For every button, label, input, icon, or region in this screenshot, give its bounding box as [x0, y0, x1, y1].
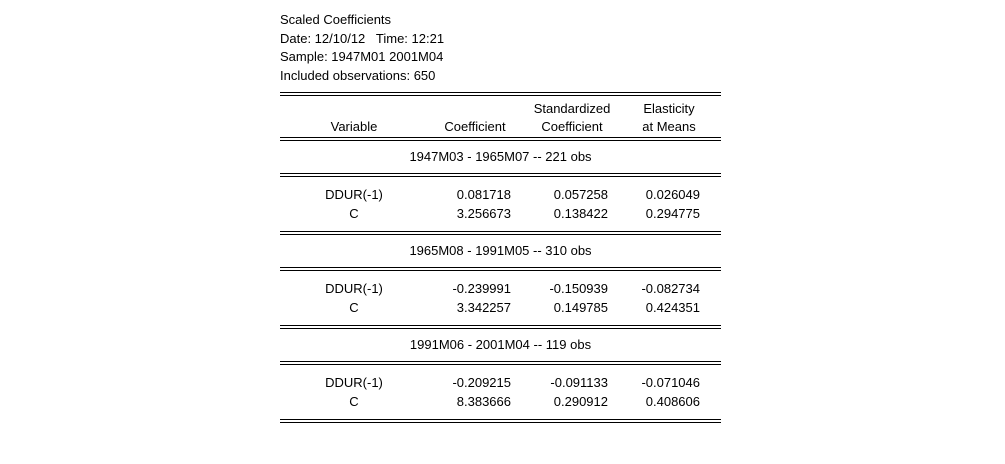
table-row: [280, 392, 721, 411]
table-row: [280, 279, 721, 298]
elasticity-cell: 0.424351: [645, 300, 700, 315]
output-title: Scaled Coefficients: [280, 12, 392, 27]
coefficient-column-header: Coefficient: [444, 119, 506, 134]
standardized-coefficient-cell: 0.290912: [553, 394, 608, 409]
coefficient-cell: 0.081718: [456, 187, 511, 202]
section-rows: [280, 365, 721, 419]
variable-column-header: Variable: [330, 119, 378, 134]
scaled-coefficients-output: [280, 11, 721, 423]
variable-cell: C: [349, 206, 359, 221]
coefficient-cell: 3.342257: [456, 300, 511, 315]
variable-cell: DDUR(-1): [325, 187, 383, 202]
sample-period-label: 1991M06 - 2001M04 -- 119 obs: [409, 337, 592, 352]
standardized-header-line1: Standardized: [533, 101, 611, 116]
date-time-line: Date: 12/10/12 Time: 12:21: [280, 30, 445, 46]
sample-line: Sample: 1947M01 2001M04: [280, 49, 444, 64]
coefficient-cell: -0.239991: [452, 281, 511, 296]
sample-period-label: 1965M08 - 1991M05 -- 310 obs: [409, 243, 592, 258]
table-row: [280, 204, 721, 223]
table-row: [280, 185, 721, 204]
column-header-row: [280, 96, 721, 137]
section-rule: [280, 419, 721, 423]
standardized-coefficient-cell: -0.091133: [550, 375, 608, 390]
variable-cell: C: [349, 394, 359, 409]
variable-cell: C: [349, 300, 359, 315]
elasticity-cell: 0.408606: [645, 394, 700, 409]
section-rows: [280, 177, 721, 231]
coefficient-cell: 8.383666: [456, 394, 511, 409]
coefficient-cell: -0.209215: [452, 375, 511, 390]
coefficient-cell: 3.256673: [456, 206, 511, 221]
standardized-header-line2: Coefficient: [541, 119, 603, 134]
standardized-coefficient-cell: 0.057258: [553, 187, 608, 202]
variable-cell: DDUR(-1): [325, 375, 383, 390]
standardized-coefficient-cell: 0.149785: [553, 300, 608, 315]
elasticity-cell: 0.294775: [645, 206, 700, 221]
observations-line: Included observations: 650: [280, 67, 436, 83]
standardized-coefficient-cell: -0.150939: [549, 281, 608, 296]
elasticity-cell: 0.026049: [645, 187, 700, 202]
sample-period-label: 1947M03 - 1965M07 -- 221 obs: [409, 149, 592, 164]
variable-cell: DDUR(-1): [325, 281, 383, 296]
table-row: [280, 298, 721, 317]
section-rows: [280, 271, 721, 325]
standardized-coefficient-cell: 0.138422: [553, 206, 608, 221]
elasticity-header-line2: at Means: [642, 119, 696, 134]
elasticity-cell: -0.082734: [641, 281, 700, 296]
table-row: [280, 373, 721, 392]
elasticity-cell: -0.071046: [641, 375, 700, 390]
elasticity-header-line1: Elasticity: [643, 101, 695, 116]
